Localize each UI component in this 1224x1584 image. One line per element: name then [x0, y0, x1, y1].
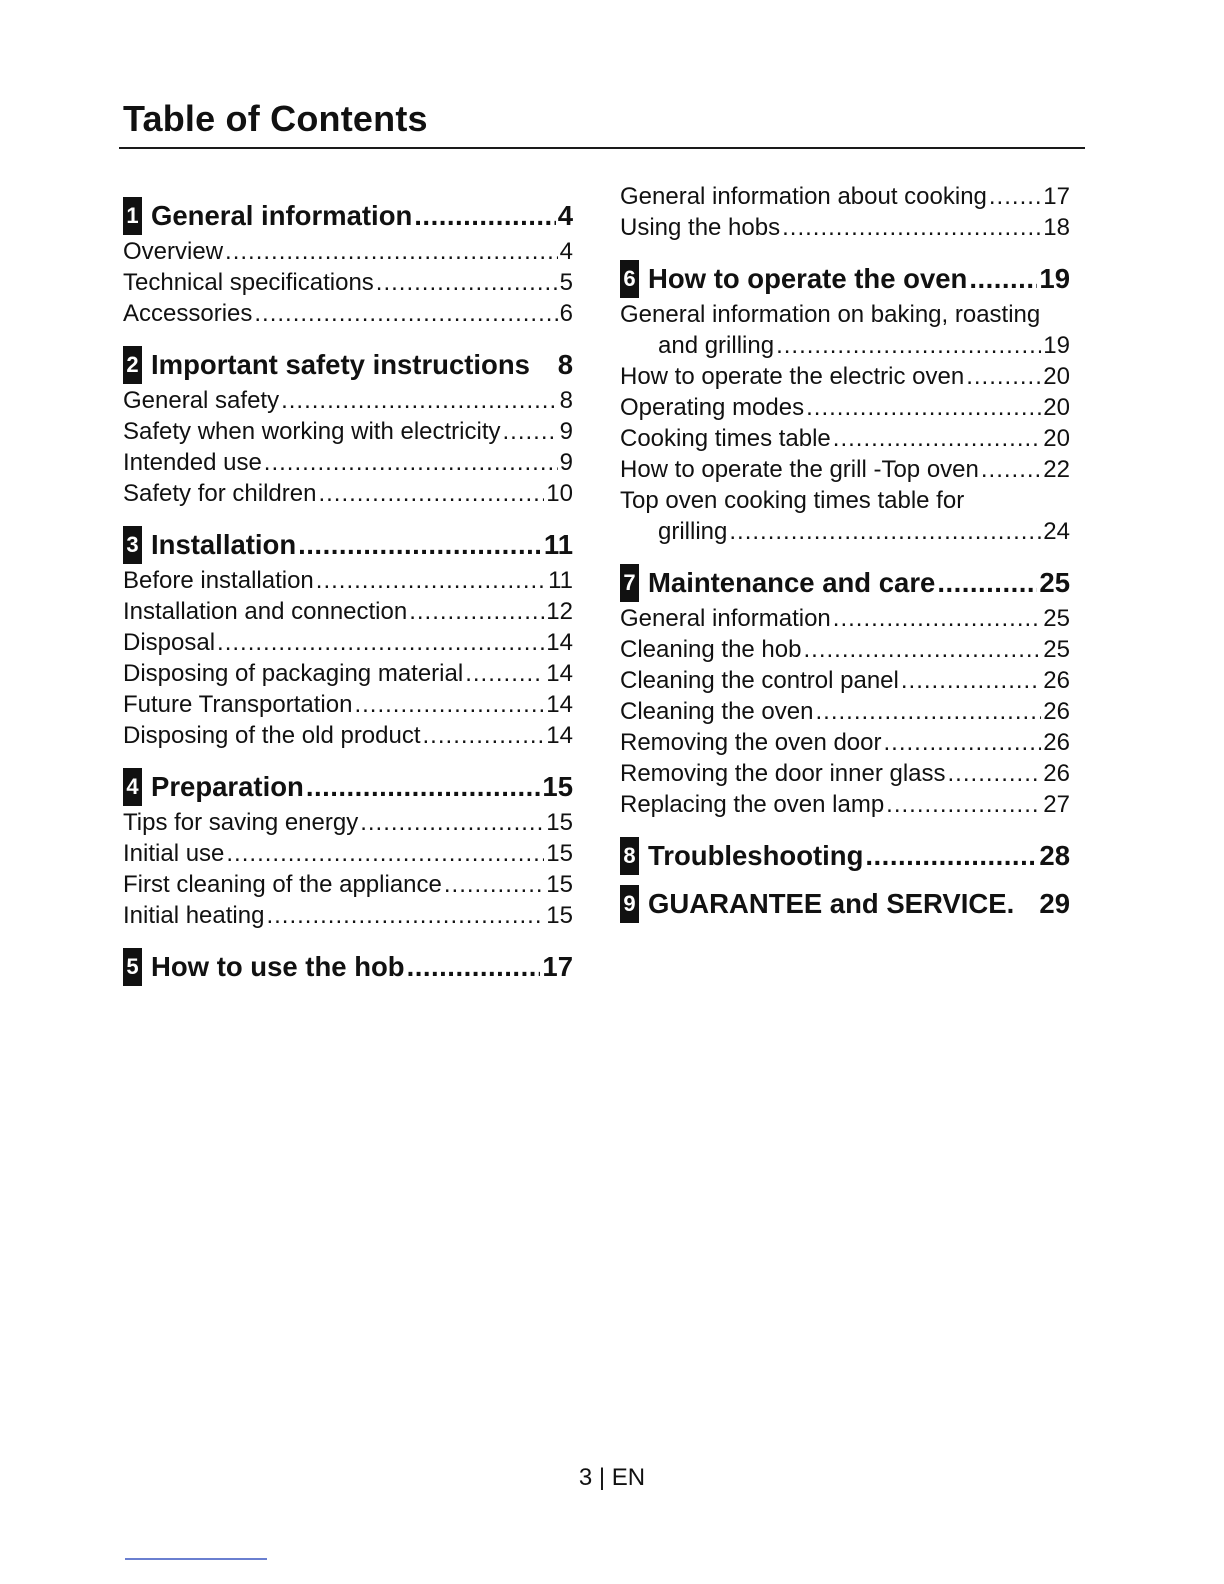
- dot-leader: [264, 447, 558, 478]
- entry-title: How to operate the electric oven: [620, 363, 965, 390]
- dot-leader: [981, 454, 1041, 485]
- entry-page-number: 20: [1043, 425, 1070, 452]
- entry-title: grilling: [658, 518, 728, 545]
- dot-leader: [886, 789, 1041, 820]
- toc-entry[interactable]: [123, 416, 573, 447]
- toc-entry[interactable]: [620, 454, 1070, 485]
- chapter-number-badge: 6: [620, 260, 639, 298]
- toc-entry[interactable]: [620, 423, 1070, 454]
- entry-title: Intended use: [123, 449, 262, 476]
- toc-entry[interactable]: [123, 596, 573, 627]
- entry-title: Removing the oven door: [620, 729, 882, 756]
- chapter-page-number: 25: [1039, 567, 1070, 598]
- entry-title: Disposal: [123, 629, 216, 656]
- entry-title: Installation and connection: [123, 598, 408, 625]
- entry-title: First cleaning of the appliance: [123, 871, 442, 898]
- entry-page-number: 25: [1043, 605, 1070, 632]
- toc-entry[interactable]: [620, 758, 1070, 789]
- spacer: [620, 820, 1070, 836]
- entry-page-number: 15: [546, 902, 573, 929]
- toc-entry[interactable]: [620, 361, 1070, 392]
- entry-title: Before installation: [123, 567, 314, 594]
- toc-entry[interactable]: [123, 900, 573, 931]
- chapter-number-badge: 9: [620, 885, 639, 923]
- toc-entry[interactable]: [620, 789, 1070, 820]
- chapter-title: Important safety instructions: [151, 349, 530, 380]
- toc-entry[interactable]: [620, 696, 1070, 727]
- dot-leader: [281, 385, 558, 416]
- entry-title: Safety for children: [123, 480, 317, 507]
- toc-entry[interactable]: [123, 869, 573, 900]
- entry-page-number: 17: [1043, 183, 1070, 210]
- entry-page-number: 14: [546, 722, 573, 749]
- dot-leader: [815, 696, 1041, 727]
- entry-page-number: 9: [559, 418, 573, 445]
- chapter-number-badge: 8: [620, 837, 639, 875]
- toc-chapter-entry[interactable]: [620, 836, 1070, 876]
- entry-title: Safety when working with electricity: [123, 418, 501, 445]
- chapter-title: Troubleshooting: [648, 840, 864, 871]
- toc-entry[interactable]: [620, 516, 1070, 547]
- dot-leader: [465, 658, 544, 689]
- chapter-page-number: 29: [1039, 888, 1070, 919]
- chapter-number-badge: 3: [123, 526, 142, 564]
- chapter-number-badge: 4: [123, 768, 142, 806]
- dot-leader: [782, 212, 1041, 243]
- toc-chapter-entry[interactable]: [123, 947, 573, 987]
- toc-column-right: [620, 181, 1070, 924]
- entry-page-number: 26: [1043, 698, 1070, 725]
- entry-title: Using the hobs: [620, 214, 781, 241]
- spacer: [123, 751, 573, 767]
- dot-leader: [901, 665, 1041, 696]
- dot-leader: [444, 869, 544, 900]
- entry-page-number: 22: [1043, 456, 1070, 483]
- entry-page-number: 26: [1043, 760, 1070, 787]
- dot-leader: [833, 423, 1042, 454]
- entry-title: Disposing of the old product: [123, 722, 421, 749]
- entry-page-number: 14: [546, 629, 573, 656]
- dot-leader: [937, 567, 1037, 599]
- spacer: [123, 329, 573, 345]
- dot-leader: [423, 720, 545, 751]
- toc-entry[interactable]: [123, 447, 573, 478]
- toc-entry[interactable]: [123, 658, 573, 689]
- entry-title: General information: [620, 605, 831, 632]
- chapter-title: Installation: [151, 529, 297, 560]
- chapter-title: Preparation: [151, 771, 304, 802]
- dot-leader: [865, 840, 1037, 872]
- dot-leader: [306, 771, 541, 803]
- toc-entry[interactable]: [123, 478, 573, 509]
- entry-title: Technical specifications: [123, 269, 374, 296]
- dot-leader: [316, 565, 546, 596]
- dot-leader: [409, 596, 544, 627]
- toc-entry[interactable]: [620, 634, 1070, 665]
- chapter-number-badge: 5: [123, 948, 142, 986]
- toc-chapter-entry[interactable]: [620, 259, 1070, 299]
- toc-chapter-entry[interactable]: [123, 345, 573, 385]
- toc-entry[interactable]: [123, 267, 573, 298]
- dot-leader: [254, 298, 557, 329]
- toc-entry-wrapped-line[interactable]: Top oven cooking times table for: [620, 487, 965, 514]
- spacer: [620, 243, 1070, 259]
- entry-page-number: 24: [1043, 518, 1070, 545]
- spacer: [123, 931, 573, 947]
- entry-title: Future Transportation: [123, 691, 353, 718]
- toc-entry[interactable]: [620, 212, 1070, 243]
- dot-leader: [502, 416, 557, 447]
- toc-column-left: [123, 196, 573, 987]
- toc-chapter-entry[interactable]: [123, 525, 573, 565]
- toc-entry[interactable]: [620, 727, 1070, 758]
- entry-title: Operating modes: [620, 394, 805, 421]
- chapter-page-number: 8: [557, 349, 573, 380]
- chapter-page-number: 19: [1039, 263, 1070, 294]
- toc-entry[interactable]: [123, 627, 573, 658]
- entry-page-number: 18: [1043, 214, 1070, 241]
- dot-leader: [948, 758, 1042, 789]
- entry-title: Initial use: [123, 840, 225, 867]
- dot-leader: [414, 200, 555, 232]
- toc-chapter-entry[interactable]: [123, 767, 573, 807]
- dot-leader: [226, 838, 544, 869]
- dot-leader: [776, 330, 1041, 361]
- dot-leader: [729, 516, 1041, 547]
- chapter-title: GUARANTEE and SERVICE.: [648, 888, 1015, 919]
- entry-page-number: 15: [546, 871, 573, 898]
- page-title: Table of Contents: [123, 98, 428, 139]
- dot-leader: [806, 392, 1041, 423]
- toc-entry[interactable]: [620, 181, 1070, 212]
- chapter-page-number: 4: [557, 200, 573, 231]
- entry-page-number: 15: [546, 809, 573, 836]
- toc-entry[interactable]: [123, 689, 573, 720]
- toc-entry[interactable]: [123, 807, 573, 838]
- chapter-number-badge: 2: [123, 346, 142, 384]
- toc-entry[interactable]: [123, 236, 573, 267]
- toc-entry[interactable]: [620, 392, 1070, 423]
- chapter-title: Maintenance and care: [648, 567, 936, 598]
- entry-title: Cooking times table: [620, 425, 831, 452]
- entry-page-number: 10: [546, 480, 573, 507]
- entry-title: and grilling: [658, 332, 775, 359]
- spacer: [123, 509, 573, 525]
- entry-page-number: 20: [1043, 394, 1070, 421]
- entry-title: Initial heating: [123, 902, 265, 929]
- entry-title: Tips for saving energy: [123, 809, 359, 836]
- dot-leader: [884, 727, 1042, 758]
- toc-entry-wrapped-line[interactable]: General information on baking, roasting: [620, 301, 1041, 328]
- spacer: [620, 547, 1070, 563]
- dot-leader: [803, 634, 1041, 665]
- dot-leader: [266, 900, 544, 931]
- dot-leader: [354, 689, 544, 720]
- entry-page-number: 19: [1043, 332, 1070, 359]
- dot-leader: [360, 807, 544, 838]
- toc-entry[interactable]: [123, 385, 573, 416]
- toc-entry[interactable]: [620, 603, 1070, 634]
- dot-leader: [298, 529, 542, 561]
- entry-page-number: 26: [1043, 667, 1070, 694]
- chapter-number-badge: 1: [123, 197, 142, 235]
- chapter-title: How to operate the oven: [648, 263, 968, 294]
- dot-leader: [833, 603, 1042, 634]
- dot-leader: [318, 478, 544, 509]
- footer-decorative-line: [125, 1558, 267, 1560]
- toc-entry[interactable]: [620, 665, 1070, 696]
- entry-title: General safety: [123, 387, 280, 414]
- chapter-page-number: 11: [543, 529, 573, 560]
- title-divider: [119, 147, 1085, 149]
- chapter-title: How to use the hob: [151, 951, 405, 982]
- dot-leader: [407, 951, 541, 983]
- page-footer: 3 | EN: [578, 1464, 646, 1491]
- dot-leader: [217, 627, 544, 658]
- entry-page-number: 27: [1043, 791, 1070, 818]
- entry-page-number: 14: [546, 691, 573, 718]
- toc-entry[interactable]: [123, 565, 573, 596]
- toc-entry[interactable]: [123, 298, 573, 329]
- toc-chapter-entry[interactable]: [123, 196, 573, 236]
- spacer: [620, 876, 1070, 884]
- entry-title: General information about cooking: [620, 183, 987, 210]
- entry-page-number: 12: [546, 598, 573, 625]
- entry-page-number: 25: [1043, 636, 1070, 663]
- dot-leader: [376, 267, 558, 298]
- entry-title: Cleaning the control panel: [620, 667, 899, 694]
- entry-title: Cleaning the hob: [620, 636, 802, 663]
- entry-title: How to operate the grill -Top oven: [620, 456, 979, 483]
- entry-page-number: 6: [559, 300, 573, 327]
- dot-leader: [966, 361, 1041, 392]
- toc-entry[interactable]: [620, 330, 1070, 361]
- chapter-number-badge: 7: [620, 564, 639, 602]
- entry-title: Overview: [123, 238, 224, 265]
- entry-title: Replacing the oven lamp: [620, 791, 885, 818]
- chapter-page-number: 15: [542, 771, 573, 802]
- chapter-title: General information: [151, 200, 413, 231]
- entry-page-number: 4: [559, 238, 573, 265]
- entry-page-number: 26: [1043, 729, 1070, 756]
- entry-title: Removing the door inner glass: [620, 760, 946, 787]
- entry-page-number: 11: [548, 567, 573, 594]
- entry-page-number: 9: [559, 449, 573, 476]
- entry-page-number: 15: [546, 840, 573, 867]
- entry-title: Accessories: [123, 300, 253, 327]
- entry-title: Cleaning the oven: [620, 698, 814, 725]
- entry-page-number: 14: [546, 660, 573, 687]
- toc-chapter-entry[interactable]: [620, 563, 1070, 603]
- dot-leader: [989, 181, 1041, 212]
- chapter-page-number: 28: [1039, 840, 1070, 871]
- entry-page-number: 20: [1043, 363, 1070, 390]
- toc-chapter-entry[interactable]: [620, 884, 1070, 924]
- toc-entry[interactable]: [123, 720, 573, 751]
- dot-leader: [225, 236, 558, 267]
- dot-leader: [969, 263, 1037, 295]
- entry-page-number: 5: [559, 269, 573, 296]
- entry-page-number: 8: [559, 387, 573, 414]
- chapter-page-number: 17: [542, 951, 573, 982]
- entry-title: Disposing of packaging material: [123, 660, 464, 687]
- toc-entry[interactable]: [123, 838, 573, 869]
